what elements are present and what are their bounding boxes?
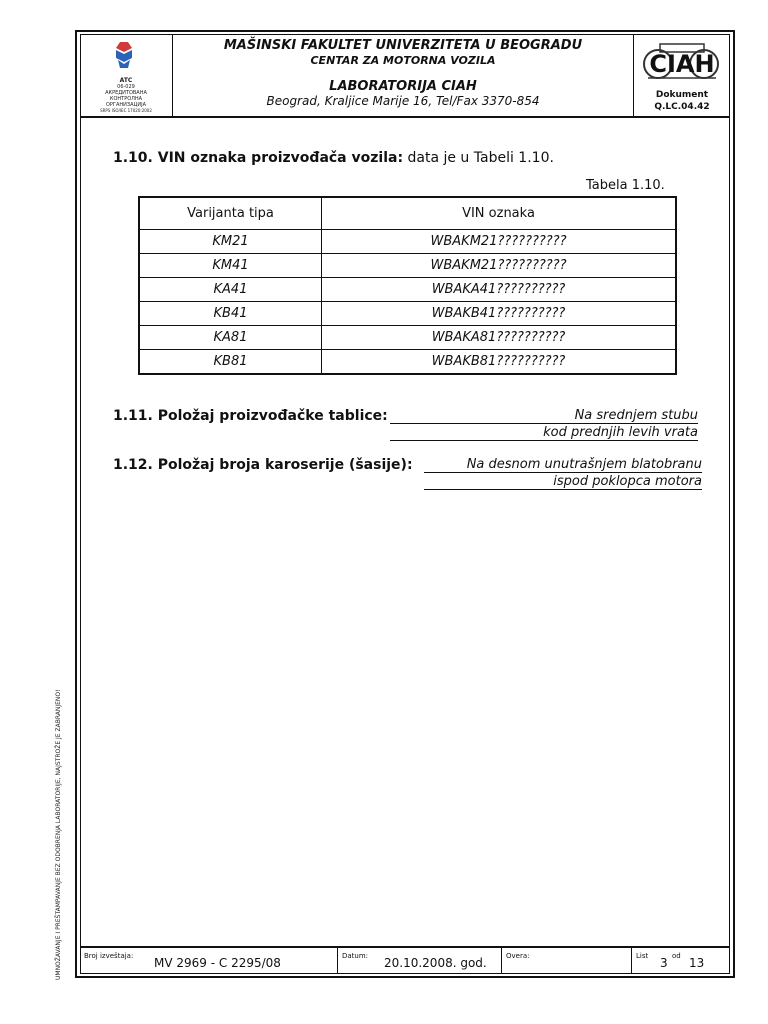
vin-cell: WBAKA41?????????? (322, 278, 677, 302)
column-header-vin: VIN oznaka (322, 197, 677, 230)
date-label: Datum: (342, 952, 369, 960)
section-112-title: 1.12. Položaj broja karoserije (šasije): (113, 457, 413, 473)
table-row (139, 350, 676, 375)
atc-logo (94, 38, 158, 114)
variant-cell: KB41 (139, 302, 322, 326)
section-111-title: 1.11. Položaj proizvođačke tablice: (113, 408, 388, 424)
table-row (139, 326, 676, 350)
column-header-variant: Varijanta tipa (139, 197, 322, 230)
atc-code: 06-029 (117, 84, 135, 90)
date-value: 20.10.2008. god. (384, 956, 487, 970)
vin-cell: WBAKB41?????????? (322, 302, 677, 326)
vin-cell: WBAKM21?????????? (322, 230, 677, 254)
atc-line2: КОНТРОЛНА (109, 96, 143, 102)
section-110-text: data je u Tabeli 1.10. (403, 150, 554, 166)
ciah-logo-icon (642, 40, 722, 86)
copyright-side-note: UMNOŽAVANJE I PREŠTAMPAVANJE BEZ ODOBRENJA LABORATORIJE, NAJSTROŽE JE ZABRANJENO! (55, 689, 62, 980)
sheet-number: 3 (660, 956, 668, 970)
vin-cell: WBAKA81?????????? (322, 326, 677, 350)
faculty-name: MAŠINSKI FAKULTET UNIVERZITETA U BEOGRADU (223, 38, 583, 53)
section-110-title: 1.10. VIN oznaka proizvođača vozila: (113, 150, 404, 166)
header-title-block (172, 34, 634, 116)
footer-report-cell (80, 948, 338, 974)
vin-cell: WBAKB81?????????? (322, 350, 677, 375)
document-header (80, 34, 730, 118)
page-frame-inner (80, 34, 730, 974)
variant-cell: KM21 (139, 230, 322, 254)
ciah-logo-cell (633, 34, 730, 116)
doc-label: Dokument (655, 90, 709, 100)
approval-label: Overa: (506, 952, 530, 960)
atc-line1: АКРЕДИТОВАНА (105, 90, 147, 96)
atc-name: ATC (119, 77, 133, 84)
total-sheets: 13 (689, 956, 705, 970)
atc-line3: ОРГАНИЗАЦИЈА (105, 102, 147, 108)
table-row (139, 230, 676, 254)
table-row (139, 302, 676, 326)
center-name: CENTAR ZA MOTORNA VOZILA (310, 54, 496, 67)
report-number: MV 2969 - C 2295/08 (154, 956, 281, 970)
table-row (139, 254, 676, 278)
section-112-line1: Na desnom unutrašnjem blatobranu (424, 457, 702, 473)
variant-cell: KB81 (139, 350, 322, 375)
vin-table (138, 196, 677, 375)
document-footer (80, 946, 730, 974)
atc-emblem-icon (94, 38, 158, 74)
report-label: Broj izveštaja: (84, 952, 134, 960)
of-label: od (672, 952, 681, 960)
atc-standard: SRPS ISO/IEC 17020:2002 (100, 108, 152, 113)
table-row (139, 278, 676, 302)
variant-cell: KA41 (139, 278, 322, 302)
doc-code: Q.LC.04.42 (654, 102, 710, 112)
sheet-label: List (636, 952, 649, 960)
lab-address: Beograd, Kraljice Marije 16, Tel/Fax 3370-854 (266, 94, 540, 108)
variant-cell: KA81 (139, 326, 322, 350)
table-caption: Tabela 1.10. (586, 178, 665, 193)
svg-text:CIAH: CIAH (649, 50, 715, 78)
vin-cell: WBAKM21?????????? (322, 254, 677, 278)
table-header-row (139, 197, 676, 230)
section-111-line2: kod prednjih levih vrata (390, 425, 698, 441)
lab-name: LABORATORIJA CIAH (329, 79, 477, 94)
section-111-line1: Na srednjem stubu (390, 408, 698, 424)
section-112-line2: ispod poklopca motora (424, 474, 702, 490)
footer-sheet-cell (632, 948, 730, 974)
footer-approval-cell (502, 948, 632, 974)
footer-date-cell (338, 948, 502, 974)
atc-logo-cell (80, 34, 173, 116)
variant-cell: KM41 (139, 254, 322, 278)
section-110-heading (113, 150, 703, 166)
